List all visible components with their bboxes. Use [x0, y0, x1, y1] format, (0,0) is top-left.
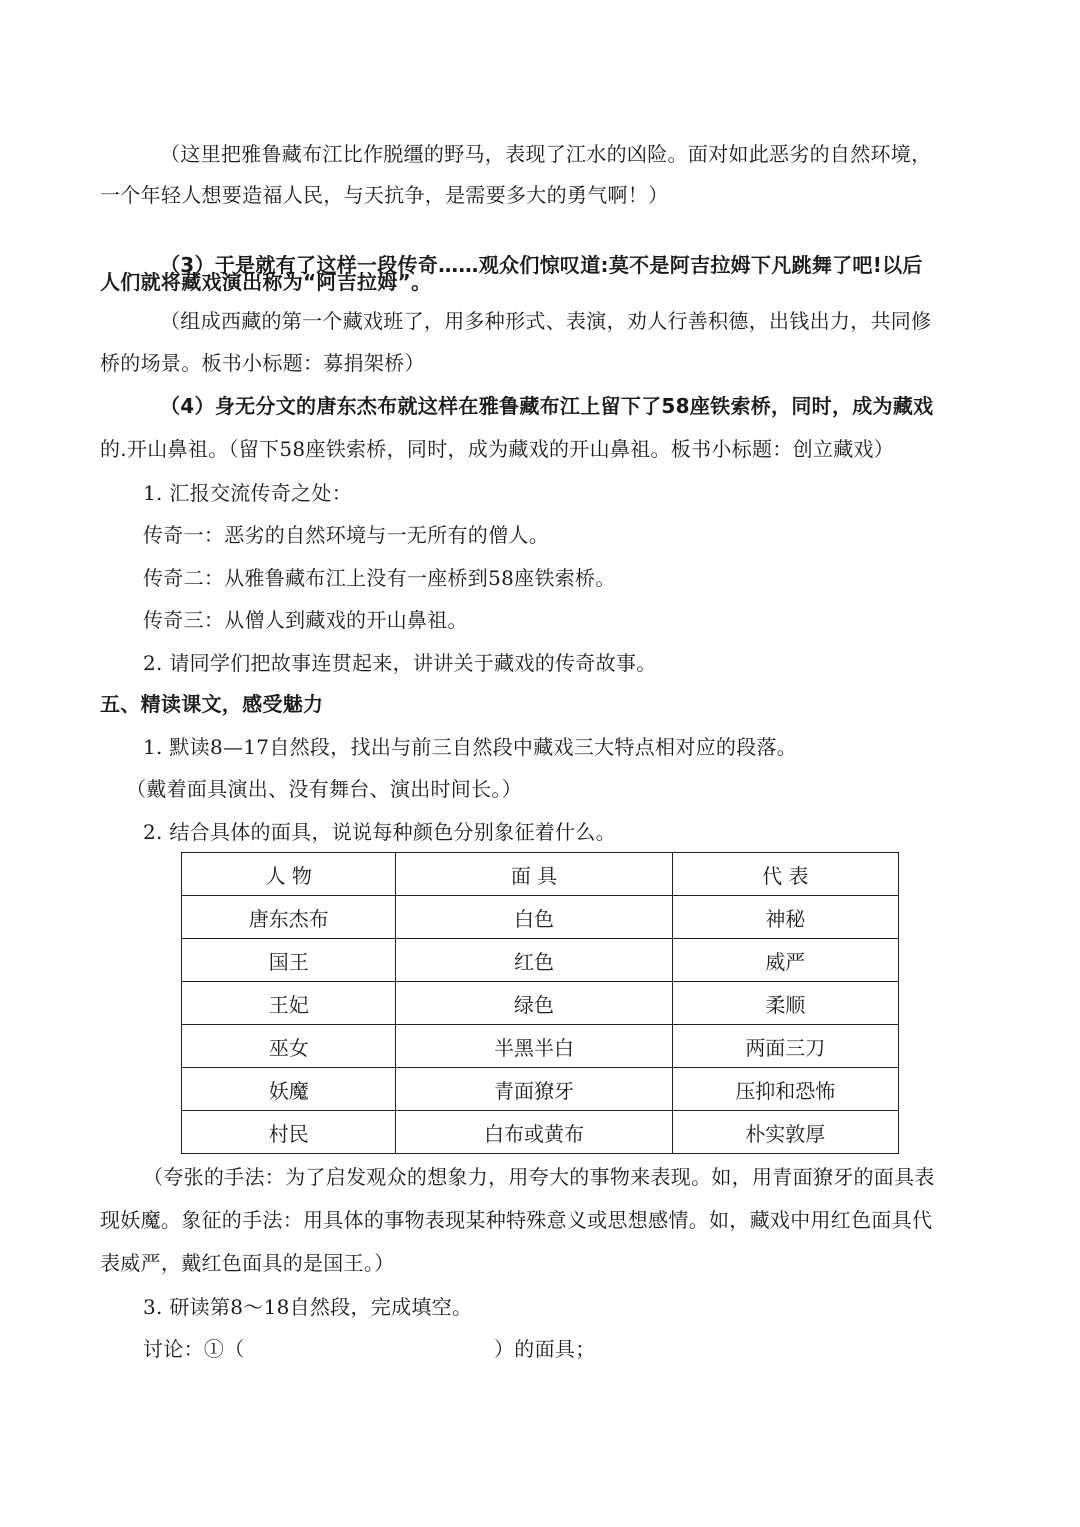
- table-cell: 神秘: [672, 896, 898, 939]
- list-item: 1. 默读8—17自然段，找出与前三自然段中藏戏三大特点相对应的段落。: [143, 735, 798, 759]
- list-item: 传奇二：从雅鲁藏布江上没有一座桥到58座铁索桥。: [143, 566, 616, 590]
- paragraph-line: 桥的场景。板书小标题：募捐架桥）: [100, 351, 425, 375]
- table-row: [182, 896, 899, 939]
- table-cell: 绿色: [396, 982, 672, 1025]
- list-item: 2. 结合具体的面具，说说每种颜色分别象征着什么。: [143, 820, 616, 844]
- table-cell: 巫女: [182, 1025, 396, 1068]
- table-row: [182, 1068, 899, 1111]
- table-row: [182, 1111, 899, 1154]
- paragraph-line: 人们就将藏戏演出称为“阿吉拉姆”。: [100, 270, 432, 294]
- table-cell: 半黑半白: [396, 1025, 672, 1068]
- answer-text: （戴着面具演出、没有舞台、演出时间长。）: [126, 777, 522, 801]
- table-row: [182, 1025, 899, 1068]
- section-heading: 五、精读课文，感受魅力: [100, 692, 324, 716]
- paragraph-line: （3）于是就有了这样一段传奇……观众们惊叹道:莫不是阿吉拉姆下凡跳舞了吧!以后: [160, 253, 923, 277]
- list-item: 传奇三：从僧人到藏戏的开山鼻祖。: [143, 608, 468, 632]
- list-item: 传奇一：恶劣的自然环境与一无所有的僧人。: [143, 523, 549, 547]
- list-item: 2. 请同学们把故事连贯起来，讲讲关于藏戏的传奇故事。: [143, 651, 657, 675]
- table-cell: 王妃: [182, 982, 396, 1025]
- table-cell: 压抑和恐怖: [672, 1068, 898, 1111]
- table-header-cell: 人 物: [182, 853, 396, 896]
- table-cell: 村民: [182, 1111, 396, 1154]
- table-cell: 两面三刀: [672, 1025, 898, 1068]
- mask-table: [181, 852, 899, 1154]
- discussion-suffix: ）的面具；: [494, 1337, 596, 1361]
- paragraph-line: 一个年轻人想要造福人民，与天抗争，是需要多大的勇气啊！）: [100, 183, 669, 207]
- table-cell: 红色: [396, 939, 672, 982]
- table-cell: 白布或黄布: [396, 1111, 672, 1154]
- table-cell: 柔顺: [672, 982, 898, 1025]
- discussion-prefix: 讨论：①（: [143, 1337, 245, 1361]
- paragraph-line: 表威严，戴红色面具的是国王。）: [100, 1251, 395, 1275]
- table-row: [182, 982, 899, 1025]
- paragraph-line: 现妖魔。象征的手法：用具体的事物表现某种特殊意义或思想感情。如，藏戏中用红色面具代: [100, 1208, 933, 1232]
- paragraph-line: （这里把雅鲁藏布江比作脱缰的野马，表现了江水的凶险。面对如此恶劣的自然环境，: [160, 142, 932, 166]
- table-cell: 国王: [182, 939, 396, 982]
- table-header-cell: 代 表: [672, 853, 898, 896]
- table-header-cell: 面 具: [396, 853, 672, 896]
- table-cell: 朴实敦厚: [672, 1111, 898, 1154]
- list-item: 1. 汇报交流传奇之处：: [143, 481, 353, 505]
- paragraph-line: （组成西藏的第一个藏戏班了，用多种形式、表演，劝人行善积德，出钱出力，共同修: [160, 309, 932, 333]
- table-cell: 白色: [396, 896, 672, 939]
- list-item: 3. 研读第8～18自然段，完成填空。: [143, 1295, 473, 1319]
- table-cell: 唐东杰布: [182, 896, 396, 939]
- paragraph-line: （4）身无分文的唐东杰布就这样在雅鲁藏布江上留下了58座铁索桥，同时，成为藏戏: [160, 394, 934, 418]
- table-cell: 妖魔: [182, 1068, 396, 1111]
- table-header-row: [182, 853, 899, 896]
- paragraph-line: 的.开山鼻祖。（留下58座铁索桥，同时，成为藏戏的开山鼻祖。板书小标题：创立藏戏）: [100, 437, 895, 461]
- table-cell: 青面獠牙: [396, 1068, 672, 1111]
- table-row: [182, 939, 899, 982]
- table-cell: 威严: [672, 939, 898, 982]
- paragraph-line: （夸张的手法：为了启发观众的想象力，用夸大的事物来表现。如，用青面獠牙的面具表: [143, 1165, 935, 1189]
